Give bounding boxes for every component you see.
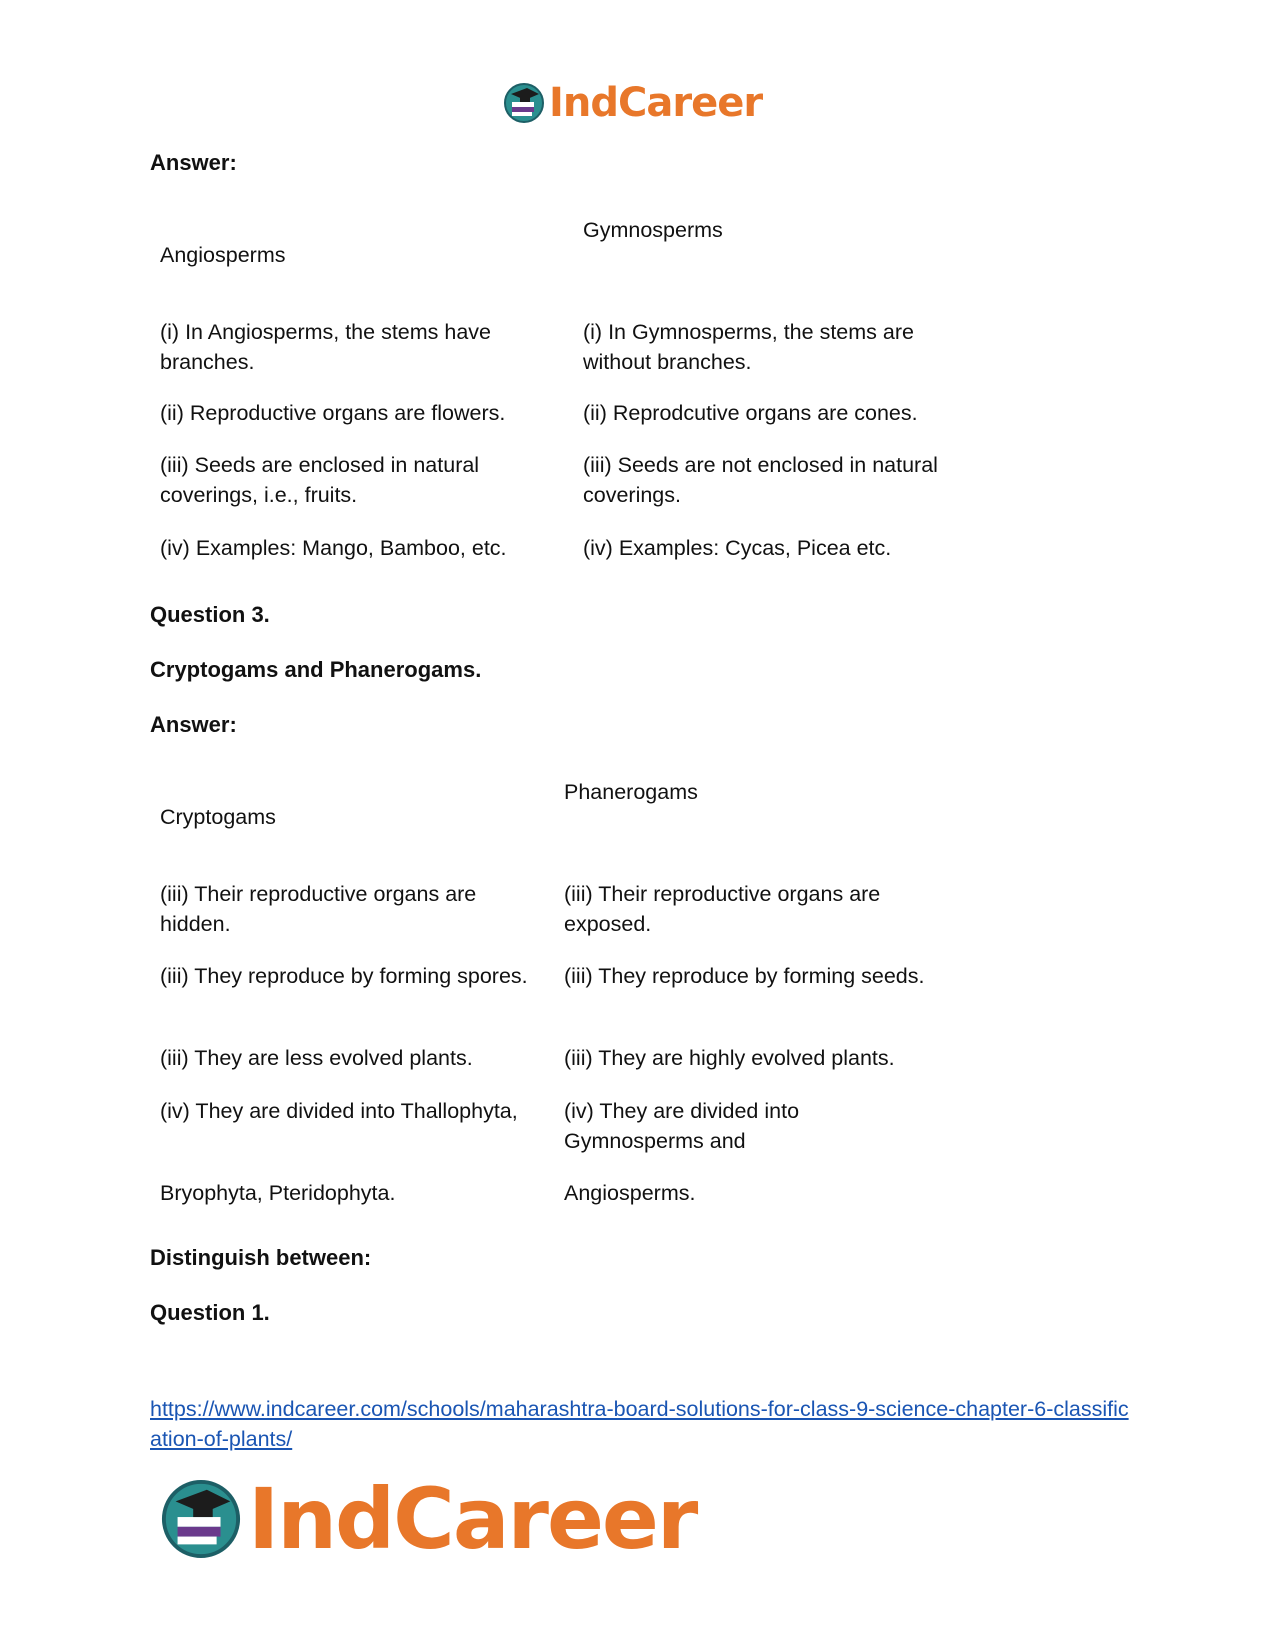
table-cell: (i) In Gymnosperms, the stems are without branches. xyxy=(583,320,914,374)
logo-text: IndCareer xyxy=(549,80,763,126)
table-cell: (iv) Examples: Cycas, Picea etc. xyxy=(583,536,892,560)
footer-logo xyxy=(160,1470,696,1568)
answer-label: Answer: xyxy=(150,712,237,737)
question-title: Cryptogams and Phanerogams. xyxy=(150,657,482,682)
table-cell: (iii) Their reproductive organs are exposed. xyxy=(564,882,881,936)
table-header: Cryptogams xyxy=(160,805,276,829)
table-cell: Angiosperms. xyxy=(564,1181,696,1205)
table-cell: (iii) They reproduce by forming spores. xyxy=(160,964,528,988)
table-cell: (ii) Reproductive organs are flowers. xyxy=(160,401,506,425)
table-cell: (iv) They are divided into Gymnosperms and xyxy=(564,1099,800,1153)
table-header: Gymnosperms xyxy=(583,218,723,242)
footer-link[interactable]: https://www.indcareer.com/schools/maharashtra-board-solutions-for-class-9-science-chapter-6-classification-of-plants/ xyxy=(150,1397,1129,1451)
table-header: Angiosperms xyxy=(160,243,286,267)
table-cell: (iii) Seeds are enclosed in natural coverings, i.e., fruits. xyxy=(160,453,480,507)
table-cell: (iii) They reproduce by forming seeds. xyxy=(564,964,925,988)
table-cell: Bryophyta, Pteridophyta. xyxy=(160,1181,396,1205)
table-cell: (iv) Examples: Mango, Bamboo, etc. xyxy=(160,536,507,560)
header-logo xyxy=(503,80,762,126)
table-cell: (iii) They are less evolved plants. xyxy=(160,1046,473,1070)
logo-text: IndCareer xyxy=(248,1470,697,1568)
answer-label: Answer: xyxy=(150,150,237,175)
section-heading: Distinguish between: xyxy=(150,1245,372,1270)
table-cell: (iv) They are divided into Thallophyta, xyxy=(160,1099,518,1123)
table-header: Phanerogams xyxy=(564,780,698,804)
graduation-books-globe-icon xyxy=(160,1478,242,1560)
table-cell: (iii) They are highly evolved plants. xyxy=(564,1046,895,1070)
question-heading: Question 3. xyxy=(150,602,270,627)
table-cell: (iii) Seeds are not enclosed in natural coverings. xyxy=(583,453,938,507)
table-cell: (ii) Reprodcutive organs are cones. xyxy=(583,401,918,425)
graduation-books-globe-icon xyxy=(503,82,545,124)
table-cell: (i) In Angiosperms, the stems have branches. xyxy=(160,320,492,374)
table-cell: (iii) Their reproductive organs are hidden. xyxy=(160,882,477,936)
question-heading: Question 1. xyxy=(150,1300,270,1325)
